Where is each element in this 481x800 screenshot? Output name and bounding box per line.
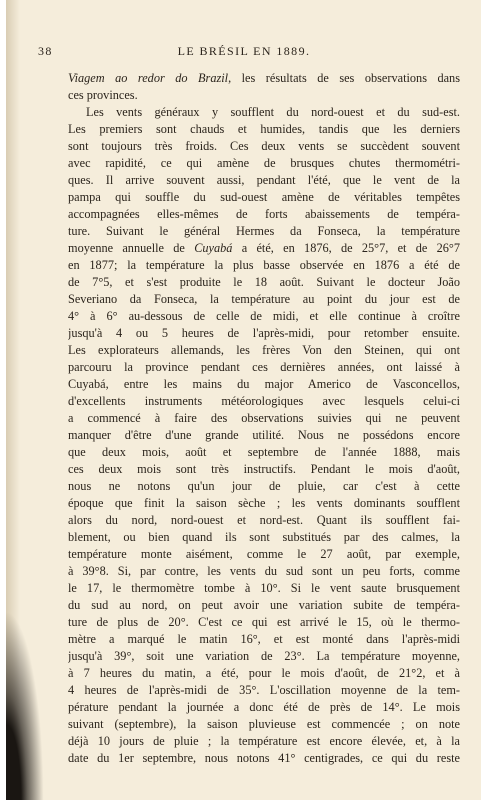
page-stain (6, 610, 44, 800)
line-text: a été, en 1876, de 25°7, et de 26°7 (232, 241, 460, 255)
line-text: a commencé à faire des observations suivies qui ne peuvent (68, 411, 460, 425)
line-text: sont toujours très froids. Ces deux vents se succèdent souvent (68, 139, 460, 153)
line-text: Severiano da Fonseca, la température au point du jour est de (68, 292, 460, 306)
line-text: que deux mois, août et septembre de l'année 1888, mais (68, 445, 460, 459)
running-head (38, 44, 450, 60)
text-line (68, 223, 460, 240)
line-text: le 17, le thermomètre tombe à 10°. Si le vent saute brusquement (68, 581, 460, 595)
line-text: Les vents généraux y soufflent du nord-ouest et du sud-est. (86, 105, 460, 119)
line-text: pérature pendant la journée a donc été de près de 14°. Le mois (68, 700, 460, 714)
text-line (68, 563, 460, 580)
text-line (68, 342, 460, 359)
line-text: ces deux mois sont très instructifs. Pendant le mois d'août, (68, 462, 460, 476)
text-line (68, 206, 460, 223)
text-line (68, 478, 460, 495)
text-line (68, 427, 460, 444)
place-name: Cuyabá (194, 241, 233, 255)
line-text: de 7°5, et s'est produite le 18 août. Suivant le docteur João (68, 275, 460, 289)
line-text: date du 1er septembre, nous notons 41° centigrades, ce qui du reste (68, 751, 460, 765)
text-line (68, 172, 460, 189)
line-text: en 1877; la température la plus basse observée en 1876 a été de (68, 258, 460, 272)
text-line (68, 733, 460, 750)
text-line (68, 716, 460, 733)
text-line (68, 699, 460, 716)
running-title: LE BRÉSIL EN 1889. (177, 44, 311, 58)
line-text: ques. Il arrive souvent aussi, pendant l'été, que le vent de la (68, 173, 460, 187)
text-line (68, 359, 460, 376)
line-text: époque que finit la saison sèche ; les vents dominants soufflent (68, 496, 460, 510)
line-text: jusqu'à 4 ou 5 heures de l'après-midi, pour retomber ensuite. (68, 326, 460, 340)
line-text: déjà 10 jours de pluie ; la température est encore élevée, et, à la (68, 734, 460, 748)
text-line (68, 257, 460, 274)
text-line (68, 495, 460, 512)
text-line (68, 70, 460, 87)
line-text: blement, ou bien quand ils sont substitués par des calmes, la (68, 530, 460, 544)
line-text: Les explorateurs allemands, les frères Von den Steinen, qui ont (68, 343, 460, 357)
text-line (68, 546, 460, 563)
text-line (68, 750, 460, 767)
line-text: ture. Suivant le général Hermes da Fonseca, la température (68, 224, 460, 238)
line-text: alors du nord, nord-ouest et nord-est. Quant ils soufflent fai- (68, 513, 460, 527)
text-line (68, 597, 460, 614)
text-line (68, 682, 460, 699)
line-text: parcouru la province pendant ces dernières années, ont laissé à (68, 360, 460, 374)
text-line (68, 665, 460, 682)
text-line (68, 376, 460, 393)
text-line (68, 274, 460, 291)
text-line (68, 325, 460, 342)
line-text: mètre a marqué le matin 16°, et est monté dans l'après-midi (68, 632, 460, 646)
line-text: manquer d'être d'une grande utilité. Nous ne possédons encore (68, 428, 460, 442)
text-line (68, 614, 460, 631)
line-text: , les résultats de ses observations dans (228, 71, 460, 85)
line-text: moyenne annuelle de (68, 241, 195, 255)
line-text: pampa qui souffle du sud-ouest amène de véritables tempêtes (68, 190, 460, 204)
line-text: suivant (septembre), la saison pluvieuse est commencée ; on note (68, 717, 460, 731)
line-text: nous ne notons qu'un jour de pluie, car c'est à cette (68, 479, 460, 493)
line-text: 4 heures de l'après-midi de 35°. L'oscillation moyenne de la tem- (68, 683, 460, 697)
line-text: jusqu'à 39°, soit une variation de 23°. La température moyenne, (68, 649, 460, 663)
text-line (68, 410, 460, 427)
line-text: avec rapidité, ce qui amène de brusques chutes thermométri- (68, 156, 460, 170)
line-text: température monte aisément, comme le 27 août, par exemple, (68, 547, 460, 561)
text-line (68, 529, 460, 546)
text-line (68, 512, 460, 529)
line-text: d'excellents instruments météorologiques avec lesquels celui-ci (68, 394, 460, 408)
text-line (68, 444, 460, 461)
text-line (68, 189, 460, 206)
line-text: ces provinces. (68, 88, 138, 102)
line-text: à 7 heures du matin, a été, pour le mois d'août, de 21°2, et à (68, 666, 460, 680)
line-text: du sud au nord, on peut avoir une variation subite de tempéra- (68, 598, 460, 612)
text-line (68, 580, 460, 597)
line-text: ture de plus de 20°. C'est ce qui est arrivé le 15, où le thermo- (68, 615, 460, 629)
text-line (68, 308, 460, 325)
text-line (68, 240, 460, 257)
line-text: accompagnées elles-mêmes de forts abaissements de tempéra- (68, 207, 460, 221)
text-line (68, 291, 460, 308)
text-line (68, 87, 460, 104)
text-line (68, 631, 460, 648)
body-text (68, 70, 460, 767)
text-line (68, 393, 460, 410)
line-text: Les premiers sont chauds et humides, tandis que les derniers (68, 122, 460, 136)
line-text: à 39°8. Si, par contre, les vents du sud sont un peu forts, comme (68, 564, 460, 578)
text-line (68, 648, 460, 665)
line-text: 4° à 6° au-dessous de celle de midi, et elle continue à croître (68, 309, 460, 323)
text-line (68, 461, 460, 478)
text-line (68, 121, 460, 138)
line-text: Cuyabá, entre les mains du major Americo de Vasconcellos, (68, 377, 460, 391)
book-title: Viagem ao redor do Brazil (68, 71, 229, 85)
text-line (68, 155, 460, 172)
text-line (68, 138, 460, 155)
page-number: 38 (38, 44, 53, 58)
book-page (6, 0, 481, 800)
text-line (68, 104, 460, 121)
